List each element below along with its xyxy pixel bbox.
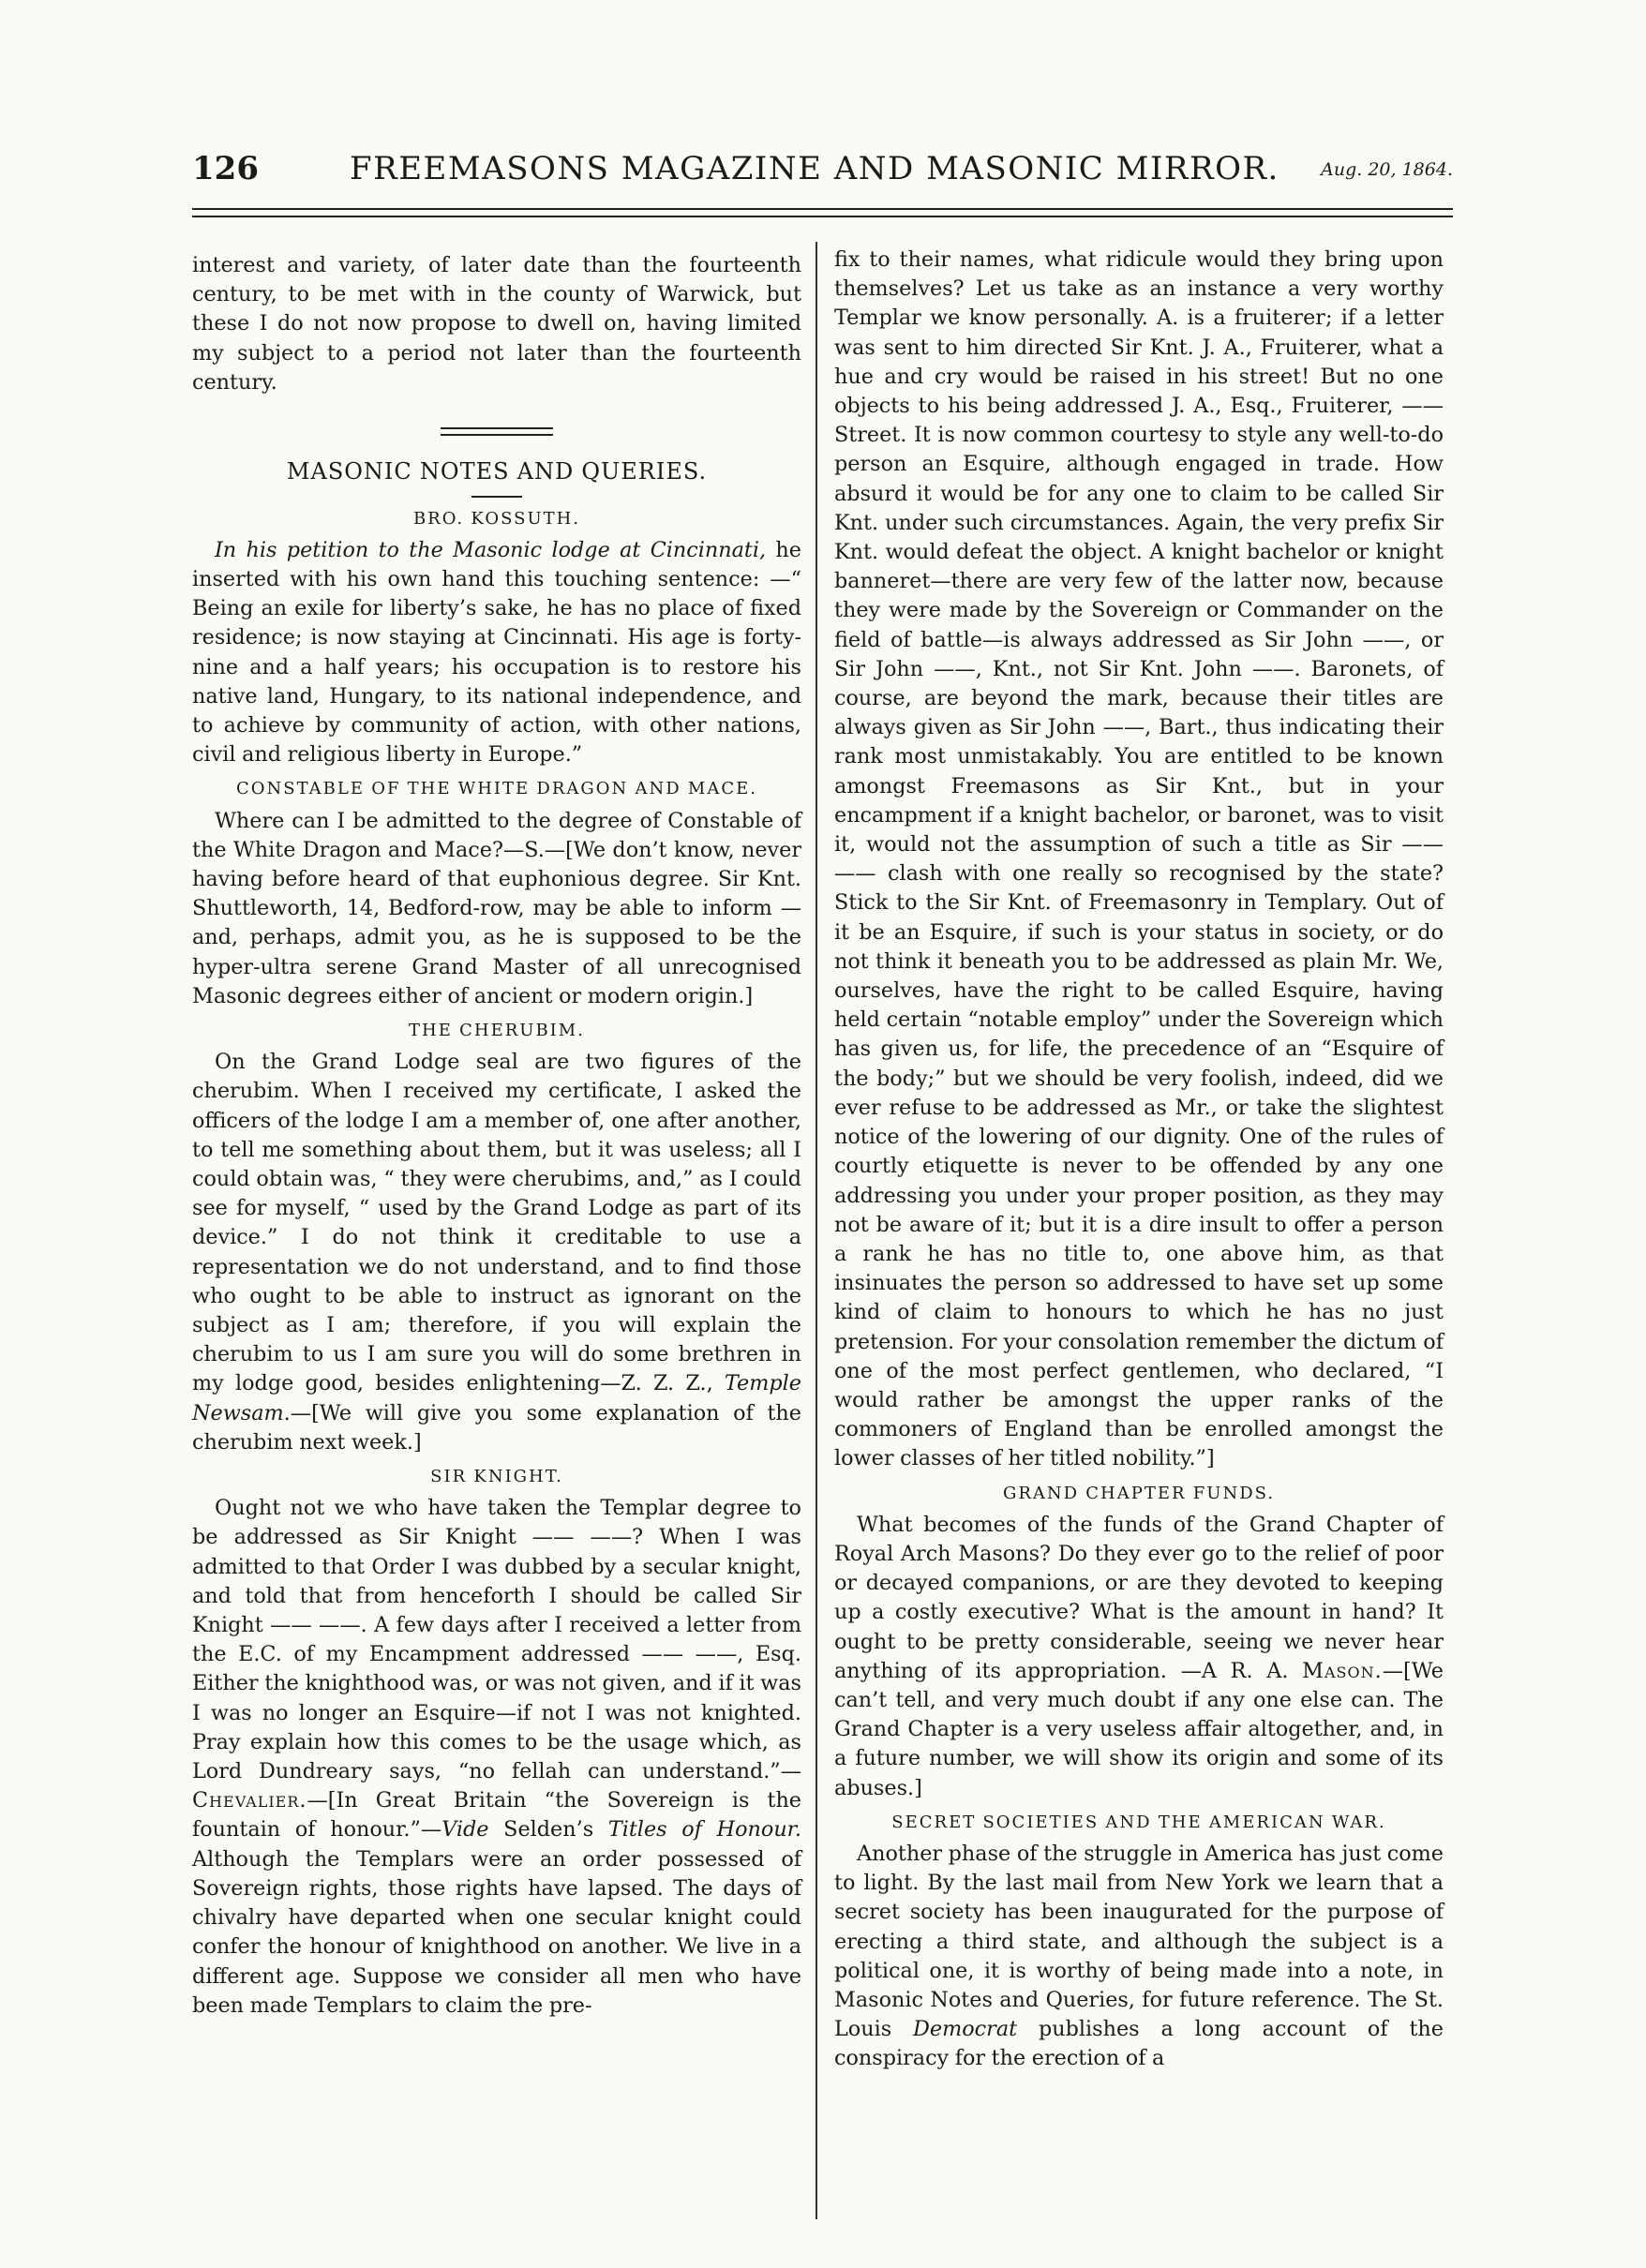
section-separator: [441, 427, 553, 436]
entry-heading-chapter: GRAND CHAPTER FUNDS.: [1002, 1483, 1276, 1503]
entry-body-kossuth: In his petition to the Masonic lodge at Cincinnati, he inserted with his own hand this touching sentence: —“ Being an exile for liberty’s sake, he has no place of fixed residence; is now staying at Cincinnati. His age is forty-nine and a half years; his occupation is to restore his native land, Hungary, to its national independence, and to achieve by community of action, with other nations, civil and religious liberty in Europe.”: [192, 537, 801, 768]
column-divider: [816, 242, 817, 2219]
page-number: 126: [192, 150, 259, 187]
page-header: [192, 150, 1453, 197]
right-column: [834, 246, 1444, 2074]
book-title: Titles of Honour.: [607, 1817, 801, 1843]
entry-heading-secret-societies: SECRET SOCIETIES AND THE AMERICAN WAR.: [891, 1812, 1386, 1832]
header-rule-bottom: [192, 216, 1453, 217]
entry-heading-constable: CONSTABLE OF THE WHITE DRAGON AND MACE.: [236, 779, 757, 799]
entry-body-constable: Where can I be admitted to the degree of Constable of the White Dragon and Mace?—S.—[We don’t know, never having before heard of that euphonious degree. Sir Knt. Shuttleworth, 14, Bedford-row, may be able to inform — and, perhaps, admit you, as he is supposed to be the hyper-ultra serene Grand Master of all unrecognised Masonic degrees either of ancient or modern origin.]: [192, 808, 801, 1008]
place-name: Temple Newsam.: [192, 1371, 801, 1425]
entry-body-sir-knight: Ought not we who have taken the Templar degree to be addressed as Sir Knight —— ——? When I was admitted to that Order I was dubbed by a secular knight, and told that from henceforth I should be called Sir Knight —— ——. A few days after I received a letter from the E.C. of my Encampment addressed —— ——, Esq. Either the knighthood was, or was not given, and if it was I was no longer an Esquire—if not I was not knighted. Pray explain how this comes to be the usage which, as Lord Dundreary says, “no fellah can understand.”—Chevalier.—[In Great Britain “the Sovereign is the fountain of honour.”—Vide Selden’s Titles of Honour. Although the Templars were an order possessed of Sovereign rights, those rights have lapsed. The days of chivalry have departed when one secular knight could confer the honour of knighthood on another. We live in a different age. Suppose we consider all men who have been made Templars to claim the pre-: [192, 1496, 801, 2018]
article-continuation: interest and variety, of later date than the fourteenth century, to be met with in the county of Warwick, but these I do not now propose to dwell on, having limited my subject to a period not later than the fourteenth century.: [192, 253, 801, 395]
entry-heading-cherubim: THE CHERUBIM.: [409, 1021, 585, 1041]
entry-heading-sir-knight: SIR KNIGHT.: [430, 1467, 563, 1487]
entry-body-cherubim: On the Grand Lodge seal are two figures of the cherubim. When I received my certificate, I asked the officers of the lodge I am a member of, one after another, to tell me something about them, but it was useless; all I could obtain was, “ they were cherubims, and,” as I could see for myself, “ used by the Grand Lodge as part of its device.” I do not think it creditable to use a representation we do not understand, and to find those who ought to be able to instruct as ignorant on the subject as I am; therefore, if you will explain the cherubim to us I am sure you will do some brethren in my lodge good, besides enlightening—Z. Z. Z., Temple Newsam.—[We will give you some explanation of the cherubim next week.]: [192, 1050, 801, 1455]
left-column: [192, 251, 801, 2021]
entry-body-secret-societies: Another phase of the struggle in America has just come to light. By the last mail from New York we learn that a secret society has been inaugurated for the purpose of erecting a third state, and although the subject is a political one, it is worthy of being made into a note, in Masonic Notes and Queries, for future reference. The St. Louis Democrat publishes a long account of the conspiracy for the erection of a: [834, 1841, 1444, 2071]
newspaper-name: Democrat: [913, 2017, 1018, 2042]
kossuth-italic: In his petition to the Masonic lodge at Cincinnati,: [215, 537, 767, 562]
entry-heading-kossuth: BRO. KOSSUTH.: [412, 508, 581, 529]
entry-body-sir-knight-continued: fix to their names, what ridicule would they bring upon themselves? Let us take as an instance a very worthy Templar we know personally. A. is a fruiterer; if a letter was sent to him directed Sir Knt. J. A., Fruiterer, what a hue and cry would be raised in his street! But no one objects to his being addressed J. A., Esq., Fruiterer, —— Street. It is now common courtesy to style any well-to-do person an Esquire, although engaged in trade. How absurd it would be for any one to claim to be called Sir Knt. under such circumstances. Again, the very prefix Sir Knt. would defeat the object. A knight bachelor or knight banneret—there are very few of the latter now, because they were made by the Sovereign or Commander on the field of battle—is always addressed as Sir John ——, or Sir John ——, Knt., not Sir Knt. John ——. Baronets, of course, are beyond the mark, because their titles are always given as Sir John ——, Bart., thus indicating their rank most unmistakably. You are entitled to be known amongst Freemasons as Sir Knt., but in your encampment if a knight bachelor, or baronet, was to visit it, would not the assumption of such a title as Sir —— —— clash with one really so recognised by the state? Stick to the Sir Knt. of Freemasonry in Templary. Out of it be an Esquire, if such is your status in society, or do not think it beneath you to be addressed as plain Mr. We, ourselves, have the right to be called Esquire, having held certain “notable employ” under the Sovereign which has given us, for life, the precedence of an “Esquire of the body;” but we should be very foolish, indeed, did we ever refuse to be addressed as Mr., or take the slightest notice of the lowering of our dignity. One of the rules of courtly etiquette is never to be offended by any one addressing you under your proper position, as they may not be aware of it; but it is a dire insult to offer a person a rank he has no title to, one above him, as that insinuates the person so addressed to have set up some kind of claim to honours to which he has no just pretension. For your consolation remember the dictum of one of the most perfect gentlemen, who declared, “I would rather be amongst the upper ranks of the commoners of England than be enrolled amongst the lower classes of her titled nobility.”]: [834, 247, 1444, 1471]
header-rule-top: [192, 208, 1453, 210]
issue-date: Aug. 20, 1864.: [1321, 159, 1453, 180]
signature: Chevalier.: [192, 1788, 307, 1813]
title-rule: [471, 496, 522, 498]
masthead-title: FREEMASONS MAGAZINE AND MASONIC MIRROR.: [350, 150, 1279, 187]
signature: Mason.: [1302, 1658, 1383, 1683]
entry-body-chapter: What becomes of the funds of the Grand Chapter of Royal Arch Masons? Do they ever go to the relief of poor or decayed companions, or are they devoted to keeping up a costly executive? What is the amount in hand? It ought to be pretty considerable, seeing we never hear anything of its appropriation. —A R. A. Mason.—[We can’t tell, and very much doubt if any one else can. The Grand Chapter is a very useless affair altogether, and, in a future number, we will show its origin and some of its abuses.]: [834, 1512, 1444, 1800]
section-title: MASONIC NOTES AND QUERIES.: [286, 458, 708, 485]
